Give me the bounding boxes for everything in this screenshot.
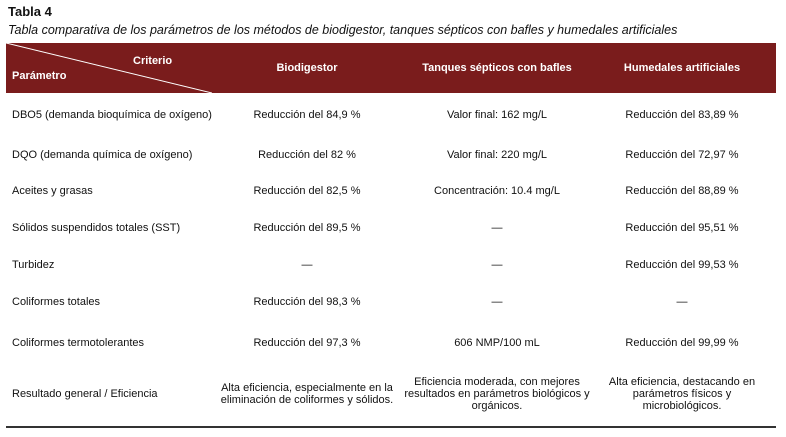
cell-biodigestor: Reducción del 82,5 %	[253, 185, 361, 197]
cell-biodigestor: Alta eficiencia, especialmente en la eliminación de coliformes y sólidos.	[220, 382, 394, 406]
table-label: Tabla 4	[8, 4, 52, 19]
table-row	[6, 321, 776, 365]
cell-tanques: —	[491, 259, 503, 271]
cell-tanques: Valor final: 220 mg/L	[446, 149, 548, 161]
table-row	[6, 209, 776, 247]
cell-biodigestor: Reducción del 82 %	[258, 149, 356, 161]
table-row	[6, 365, 776, 423]
table-row	[6, 173, 776, 209]
row-parametro: DQO (demanda química de oxígeno)	[12, 149, 193, 161]
row-parametro: Resultado general / Eficiencia	[12, 388, 158, 400]
cell-biodigestor: Reducción del 97,3 %	[253, 337, 361, 349]
table-caption: Tabla comparativa de los parámetros de los métodos de biodigestor, tanques sépticos con bafles y humedales artificiales	[8, 23, 678, 37]
cell-humedales: Reducción del 95,51 %	[625, 222, 739, 234]
cell-humedales: Reducción del 88,89 %	[625, 185, 739, 197]
header-col-tanques: Tanques sépticos con bafles	[422, 62, 572, 74]
table-body	[6, 93, 776, 423]
header-criterio: Criterio	[133, 55, 173, 67]
cell-tanques: Concentración: 10.4 mg/L	[434, 185, 560, 197]
cell-humedales: Reducción del 72,97 %	[625, 149, 739, 161]
cell-tanques: —	[491, 222, 503, 234]
cell-humedales: Reducción del 99,53 %	[625, 259, 739, 271]
table-row	[6, 283, 776, 321]
header-col-biodigestor: Biodigestor	[276, 62, 338, 74]
row-parametro: Turbidez	[12, 259, 55, 271]
row-parametro: Coliformes totales	[12, 296, 101, 308]
row-parametro: Coliformes termotolerantes	[12, 337, 145, 349]
cell-tanques: 606 NMP/100 mL	[454, 337, 540, 349]
cell-tanques: —	[491, 296, 503, 308]
header-parametro: Parámetro	[12, 70, 67, 82]
cell-biodigestor: Reducción del 98,3 %	[253, 296, 361, 308]
cell-humedales: —	[676, 296, 688, 308]
table-header	[6, 43, 776, 93]
cell-tanques: Eficiencia moderada, con mejores resultados en parámetros biológicos y orgánicos.	[404, 376, 590, 412]
cell-humedales: Reducción del 83,89 %	[625, 109, 739, 121]
cell-biodigestor: Reducción del 89,5 %	[253, 222, 361, 234]
cell-biodigestor: Reducción del 84,9 %	[253, 109, 361, 121]
header-col-humedales: Humedales artificiales	[623, 62, 741, 74]
table-row	[6, 247, 776, 283]
row-parametro: Aceites y grasas	[12, 185, 93, 197]
row-parametro: DBO5 (demanda bioquímica de oxígeno)	[12, 109, 212, 121]
cell-humedales: Alta eficiencia, destacando en parámetros físicos y microbiológicos.	[608, 376, 756, 412]
row-parametro: Sólidos suspendidos totales (SST)	[12, 222, 181, 234]
cell-biodigestor: —	[301, 259, 313, 271]
header-diagonal-divider	[6, 43, 212, 93]
table-row	[6, 137, 776, 173]
table-row	[6, 93, 776, 137]
table-bottom-rule	[6, 426, 776, 428]
cell-humedales: Reducción del 99,99 %	[625, 337, 739, 349]
cell-tanques: Valor final: 162 mg/L	[446, 109, 548, 121]
